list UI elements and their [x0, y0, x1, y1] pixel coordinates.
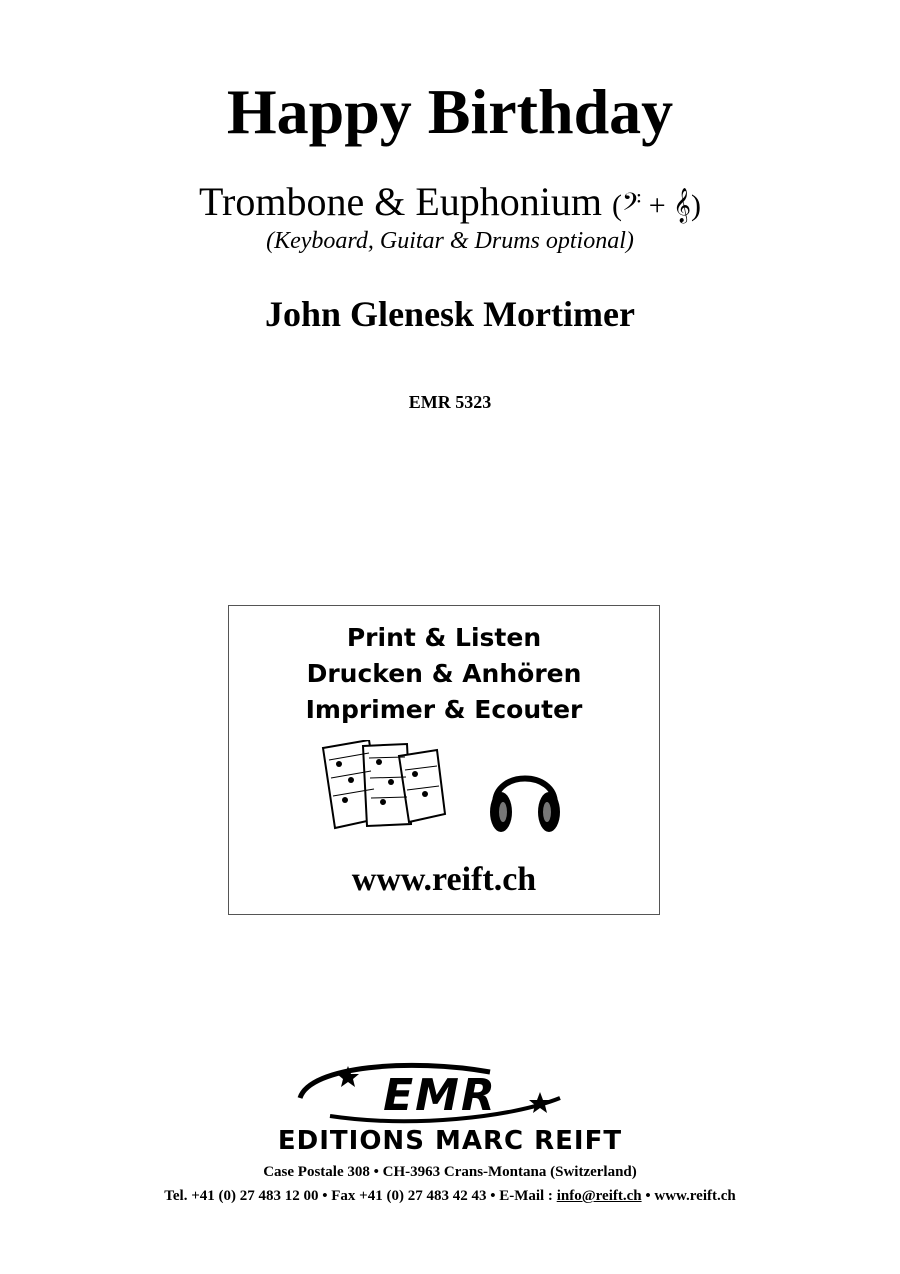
catalog-number: EMR 5323	[408, 392, 492, 412]
clef-symbols: (𝄢 + 𝄞)	[612, 189, 701, 222]
contact-prefix: Tel. +41 (0) 27 483 12 00 • Fax +41 (0) 27 483 42 43 • E-Mail :	[164, 1188, 557, 1204]
emr-logo	[290, 1058, 590, 1128]
sheet-music-icon	[319, 740, 449, 832]
subtitle	[0, 178, 900, 230]
subtitle-text: Trombone & Euphonium	[199, 179, 603, 224]
promo-url: www.reift.ch	[351, 861, 537, 898]
publisher-contact	[0, 1186, 900, 1206]
promo-line-en: Print & Listen	[346, 623, 542, 652]
promo-line-fr: Imprimer & Ecouter	[305, 695, 583, 724]
composer: John Glenesk Mortimer	[265, 294, 635, 334]
promo-line-de: Drucken & Anhören	[306, 659, 582, 688]
print-listen-box	[228, 605, 660, 915]
publisher-name: EDITIONS MARC REIFT	[277, 1126, 623, 1156]
email-link[interactable]: info@reift.ch	[556, 1188, 642, 1204]
headphones-icon	[487, 756, 563, 836]
publisher-address: Case Postale 308 • CH-3963 Crans-Montana (Switzerland)	[263, 1164, 637, 1180]
svg-text:EMR: EMR	[383, 1070, 497, 1121]
optional-instruments: (Keyboard, Guitar & Drums optional)	[266, 228, 634, 254]
title: Happy Birthday	[226, 76, 674, 147]
contact-suffix: • www.reift.ch	[641, 1188, 736, 1204]
